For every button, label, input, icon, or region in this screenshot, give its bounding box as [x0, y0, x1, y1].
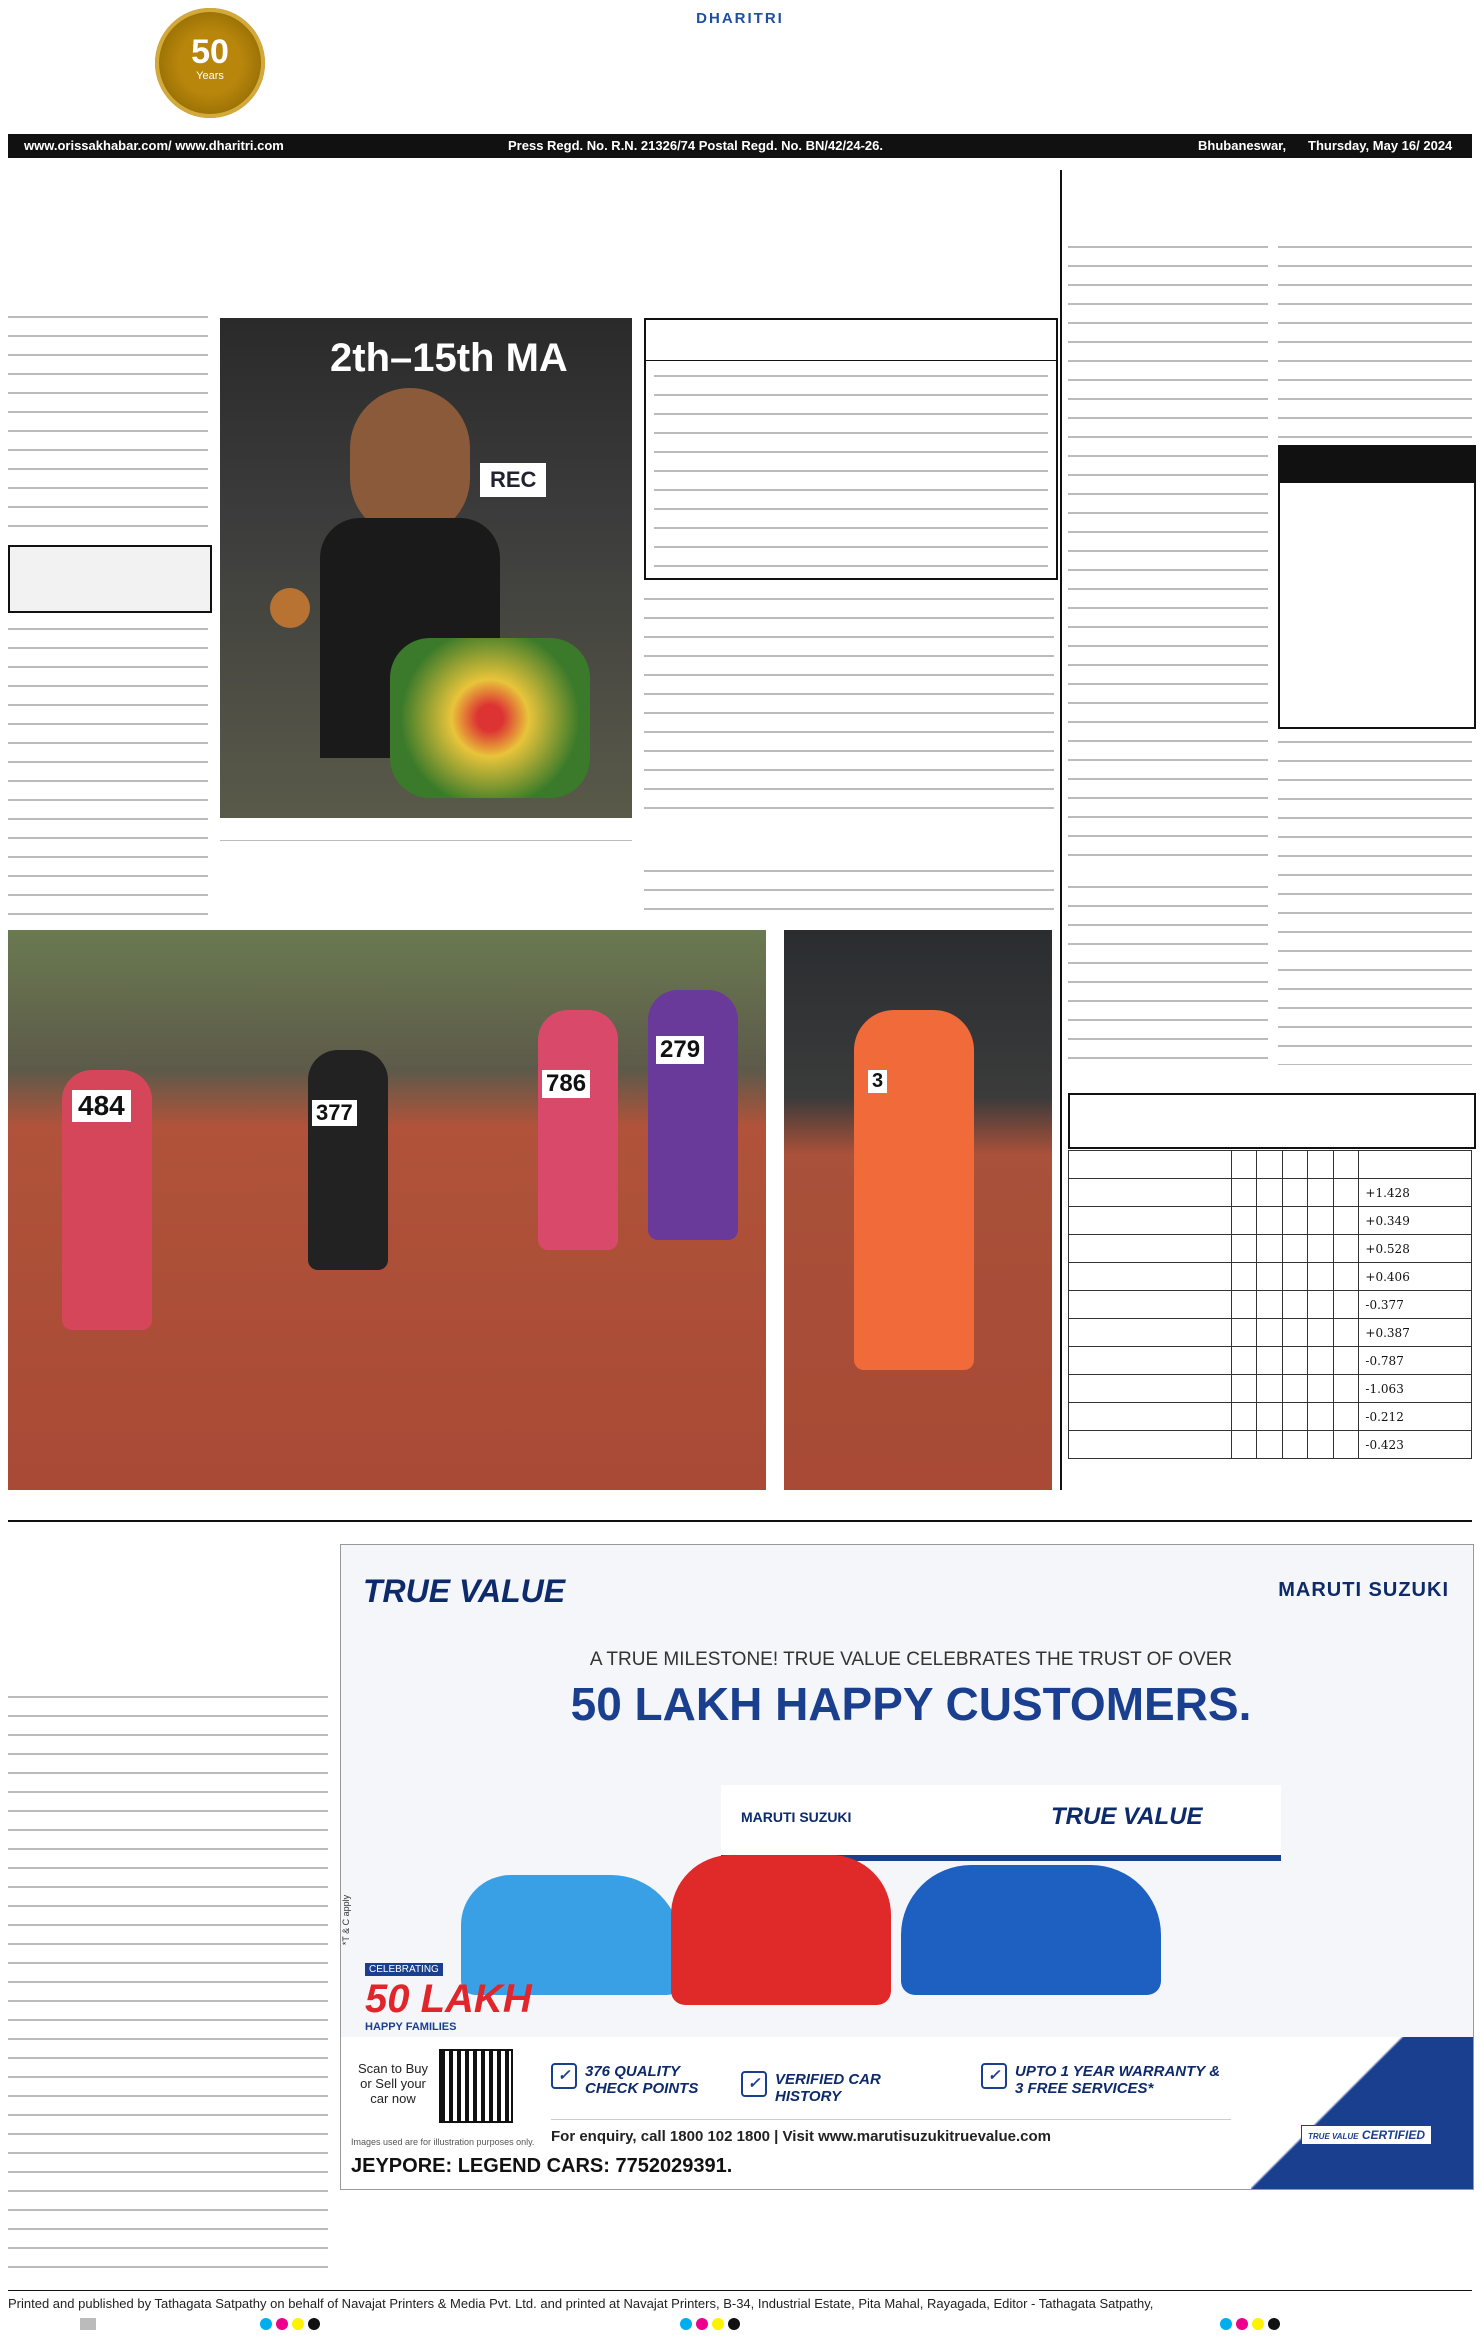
registration-text: Press Regd. No. R.N. 21326/74 Postal Regd. No. BN/42/24-26.: [508, 138, 883, 153]
nr-cell: [1308, 1347, 1333, 1375]
inset-article-box: [644, 318, 1058, 580]
feature-warranty: [981, 2063, 1221, 2097]
runner-figure: [308, 1050, 388, 1270]
article-text-block: [8, 310, 208, 540]
magenta-mark: [276, 2318, 288, 2330]
won-cell: [1257, 1319, 1282, 1347]
played-cell: [1232, 1319, 1257, 1347]
nr-cell: [1308, 1235, 1333, 1263]
article-text-block: [8, 622, 208, 922]
schedule-team1: [1280, 525, 1474, 553]
nr-cell: [1308, 1319, 1333, 1347]
inset-headline[interactable]: [646, 320, 1056, 361]
celebrating-badge: [365, 1959, 532, 2033]
footer-divider: [8, 2290, 1472, 2291]
medal-icon: [270, 588, 310, 628]
nrr-cell: -1.063: [1359, 1375, 1472, 1403]
true-value-logo: TRUE VALUE: [363, 1573, 566, 1609]
header-played: [1232, 1151, 1257, 1179]
points-cell: [1333, 1347, 1358, 1375]
fifty-lakh-text: 50 LAKH: [365, 1977, 532, 2021]
header-points: [1333, 1151, 1358, 1179]
nr-cell: [1308, 1375, 1333, 1403]
article-text-block: [1068, 240, 1268, 870]
feature-label: VERIFIED CAR HISTORY: [775, 2071, 881, 2105]
athlete-figure: [350, 388, 470, 538]
table-row: [1069, 1179, 1472, 1207]
black-mark: [1268, 2318, 1280, 2330]
played-cell: [1232, 1263, 1257, 1291]
info-strip: [8, 134, 1472, 158]
lost-cell: [1282, 1235, 1307, 1263]
nrr-cell: -0.423: [1359, 1431, 1472, 1459]
table-row: [1069, 1375, 1472, 1403]
lost-cell: [1282, 1403, 1307, 1431]
header-won: [1257, 1151, 1282, 1179]
feature-label: 376 QUALITY CHECK POINTS: [585, 2063, 699, 2097]
athlete-photo: [220, 318, 632, 818]
won-cell: [1257, 1347, 1282, 1375]
won-cell: [1257, 1235, 1282, 1263]
color-registration-marks: [80, 2318, 1400, 2332]
points-cell: [1333, 1431, 1358, 1459]
logo-subtitle: DHARITRI: [696, 10, 784, 27]
newspaper-logo[interactable]: [600, 10, 880, 110]
check-logo-icon: [1251, 2037, 1473, 2189]
won-cell: [1257, 1263, 1282, 1291]
magenta-mark: [1236, 2318, 1248, 2330]
badge-number: 50: [191, 33, 229, 71]
bib-number: 484: [72, 1090, 131, 1122]
bib-number: 377: [312, 1100, 357, 1126]
qr-code-icon[interactable]: [441, 2051, 511, 2121]
scan-text: Scan to Buy or Sell your car now: [357, 2061, 429, 2106]
section-divider: [8, 1520, 1472, 1522]
event-subheading-box: [8, 545, 212, 613]
nrr-cell: +1.428: [1359, 1179, 1472, 1207]
table-row: [1069, 1235, 1472, 1263]
played-cell: [1232, 1347, 1257, 1375]
lost-cell: [1282, 1263, 1307, 1291]
cyan-mark: [260, 2318, 272, 2330]
table-row: [1069, 1403, 1472, 1431]
true-value-advertisement[interactable]: [340, 1544, 1474, 2190]
cyan-mark: [680, 2318, 692, 2330]
points-cell: [1333, 1291, 1358, 1319]
played-cell: [1232, 1403, 1257, 1431]
article-text-block: [644, 592, 1054, 812]
played-cell: [1232, 1291, 1257, 1319]
lost-cell: [1282, 1431, 1307, 1459]
played-cell: [1232, 1375, 1257, 1403]
runner-figure: [648, 990, 738, 1240]
city-text: Bhubaneswar,: [1198, 138, 1287, 153]
showroom-sign-truevalue: TRUE VALUE: [1051, 1803, 1203, 1830]
happy-families-text: HAPPY FAMILIES: [365, 2021, 457, 2033]
lost-cell: [1282, 1319, 1307, 1347]
points-cell: [1333, 1207, 1358, 1235]
nrr-cell: +0.528: [1359, 1235, 1472, 1263]
article-text-block: [1278, 240, 1472, 440]
team-cell: [1069, 1291, 1232, 1319]
schedule-time: [1280, 627, 1474, 651]
yellow-mark: [712, 2318, 724, 2330]
team-cell: [1069, 1179, 1232, 1207]
header-no-result: [1308, 1151, 1333, 1179]
red-car-image: [671, 1855, 891, 2005]
header-nrr: [1359, 1151, 1472, 1179]
table-row: [1069, 1431, 1472, 1459]
lost-cell: [1282, 1291, 1307, 1319]
nrr-cell: +0.387: [1359, 1319, 1472, 1347]
points-table-title: [1068, 1093, 1476, 1149]
side-headline[interactable]: [1068, 172, 1472, 232]
lost-cell: [1282, 1347, 1307, 1375]
won-cell: [1257, 1291, 1282, 1319]
feature-label: UPTO 1 YEAR WARRANTY & 3 FREE SERVICES*: [1015, 2063, 1221, 2097]
won-cell: [1257, 1431, 1282, 1459]
team-cell: [1069, 1375, 1232, 1403]
header-lost: [1282, 1151, 1307, 1179]
banner-text: 2th–15th MA: [330, 336, 568, 380]
tc-note: *T & C apply: [341, 1894, 352, 1946]
played-cell: [1232, 1235, 1257, 1263]
ad-headline: 50 LAKH HAPPY CUSTOMERS.: [570, 1678, 1252, 1730]
maruti-suzuki-logo: MARUTI SUZUKI: [1278, 1579, 1449, 1601]
team-cell: [1069, 1319, 1232, 1347]
article-text-block: [644, 864, 1054, 924]
celebrating-label: CELEBRATING: [365, 1963, 443, 1976]
schedule-title: [1280, 447, 1474, 483]
showroom-sign-maruti: MARUTI SUZUKI: [741, 1809, 852, 1825]
registration-mark: [80, 2318, 96, 2330]
nr-cell: [1308, 1291, 1333, 1319]
bib-number: 279: [656, 1036, 704, 1064]
table-row: [1069, 1291, 1472, 1319]
article-text-block: [8, 1690, 328, 2280]
feature-quality-checks: [551, 2063, 721, 2097]
nr-cell: [1308, 1207, 1333, 1235]
check-icon: ✓: [741, 2071, 767, 2097]
certified-badge: [1301, 2125, 1432, 2145]
magenta-mark: [696, 2318, 708, 2330]
athlete-figure: [854, 1010, 974, 1370]
lost-cell: [1282, 1375, 1307, 1403]
won-cell: [1257, 1179, 1282, 1207]
anniversary-badge: [155, 8, 265, 118]
played-cell: [1232, 1207, 1257, 1235]
dealer-text: JEYPORE: LEGEND CARS: 7752029391.: [351, 2155, 733, 2177]
black-mark: [728, 2318, 740, 2330]
played-cell: [1232, 1431, 1257, 1459]
lower-headline[interactable]: [8, 1530, 328, 1660]
nrr-cell: -0.377: [1359, 1291, 1472, 1319]
article-text-block: [1278, 735, 1472, 1065]
column-divider: [1060, 170, 1062, 1490]
match-schedule-box: [1278, 445, 1476, 729]
table-row: [1069, 1319, 1472, 1347]
website-link[interactable]: www.orissakhabar.com/ www.dharitri.com: [24, 138, 284, 153]
race-photo-caption: [8, 1494, 766, 1512]
team-cell: [1069, 1347, 1232, 1375]
blue-hatchback-image: [901, 1865, 1161, 1995]
check-icon: ✓: [551, 2063, 577, 2089]
nrr-cell: +0.349: [1359, 1207, 1472, 1235]
header-team: [1069, 1151, 1232, 1179]
team-cell: [1069, 1263, 1232, 1291]
team-cell: [1069, 1403, 1232, 1431]
nrr-cell: -0.212: [1359, 1403, 1472, 1431]
runner-figure: [538, 1010, 618, 1250]
team-cell: [1069, 1207, 1232, 1235]
flower-bouquet: [390, 638, 590, 798]
disclaimer-text: Images used are for illustration purposes only.: [351, 2137, 535, 2147]
javelin-photo-caption: [784, 1494, 1052, 1512]
table-row: [1069, 1347, 1472, 1375]
feature-verified-history: [741, 2071, 951, 2105]
points-cell: [1333, 1263, 1358, 1291]
won-cell: [1257, 1207, 1282, 1235]
points-table: [1068, 1150, 1472, 1459]
black-mark: [308, 2318, 320, 2330]
points-cell: [1333, 1403, 1358, 1431]
table-header-row: [1069, 1151, 1472, 1179]
main-headline[interactable]: [8, 172, 1058, 282]
ad-footer-panel: [341, 2037, 1473, 2189]
certified-brand: TRUE VALUE: [1308, 2132, 1359, 2141]
print-imprint: Printed and published by Tathagata Satpathy on behalf of Navajat Printers & Media Pvt. Ltd. and printed at Navajat Printers, B-34, Industrial Estate, Pita Mahal, Rayagada, Editor - Tathagata Satpathy,: [8, 2296, 1154, 2311]
schedule-vs: [1280, 561, 1474, 589]
date-text: Thursday, May 16/ 2024: [1308, 138, 1453, 153]
yellow-mark: [1252, 2318, 1264, 2330]
schedule-venue: [1280, 597, 1474, 621]
javelin-photo: [784, 930, 1052, 1490]
won-cell: [1257, 1375, 1282, 1403]
lost-cell: [1282, 1179, 1307, 1207]
table-row: [1069, 1207, 1472, 1235]
article-text-block: [1068, 880, 1268, 1065]
yellow-mark: [292, 2318, 304, 2330]
table-row: [1069, 1263, 1472, 1291]
points-cell: [1333, 1319, 1358, 1347]
points-cell: [1333, 1235, 1358, 1263]
nrr-cell: -0.787: [1359, 1347, 1472, 1375]
nr-cell: [1308, 1403, 1333, 1431]
points-cell: [1333, 1375, 1358, 1403]
sponsor-sign: REC: [480, 463, 546, 497]
check-icon: ✓: [981, 2063, 1007, 2089]
showroom-sign: [721, 1785, 1281, 1861]
nr-cell: [1308, 1431, 1333, 1459]
nrr-cell: +0.406: [1359, 1263, 1472, 1291]
nr-cell: [1308, 1263, 1333, 1291]
nr-cell: [1308, 1179, 1333, 1207]
points-cell: [1333, 1179, 1358, 1207]
bib-number: 3: [868, 1070, 887, 1093]
race-photo: [8, 930, 766, 1490]
played-cell: [1232, 1179, 1257, 1207]
certified-label: CERTIFIED: [1361, 2128, 1425, 2142]
ad-tagline: A TRUE MILESTONE! TRUE VALUE CELEBRATES THE TRUST OF OVER: [589, 1649, 1233, 1670]
team-cell: [1069, 1235, 1232, 1263]
schedule-match: [1280, 493, 1474, 517]
lost-cell: [1282, 1207, 1307, 1235]
enquiry-text[interactable]: For enquiry, call 1800 102 1800 | Visit www.marutisuzukitruevalue.com: [551, 2119, 1231, 2145]
team-cell: [1069, 1431, 1232, 1459]
badge-bottom-text: Years: [196, 70, 224, 82]
cyan-mark: [1220, 2318, 1232, 2330]
won-cell: [1257, 1403, 1282, 1431]
bib-number: 786: [542, 1070, 590, 1098]
photo-caption: [220, 822, 632, 841]
schedule-broadcast: [1280, 657, 1474, 683]
inset-article-text: [654, 369, 1048, 569]
